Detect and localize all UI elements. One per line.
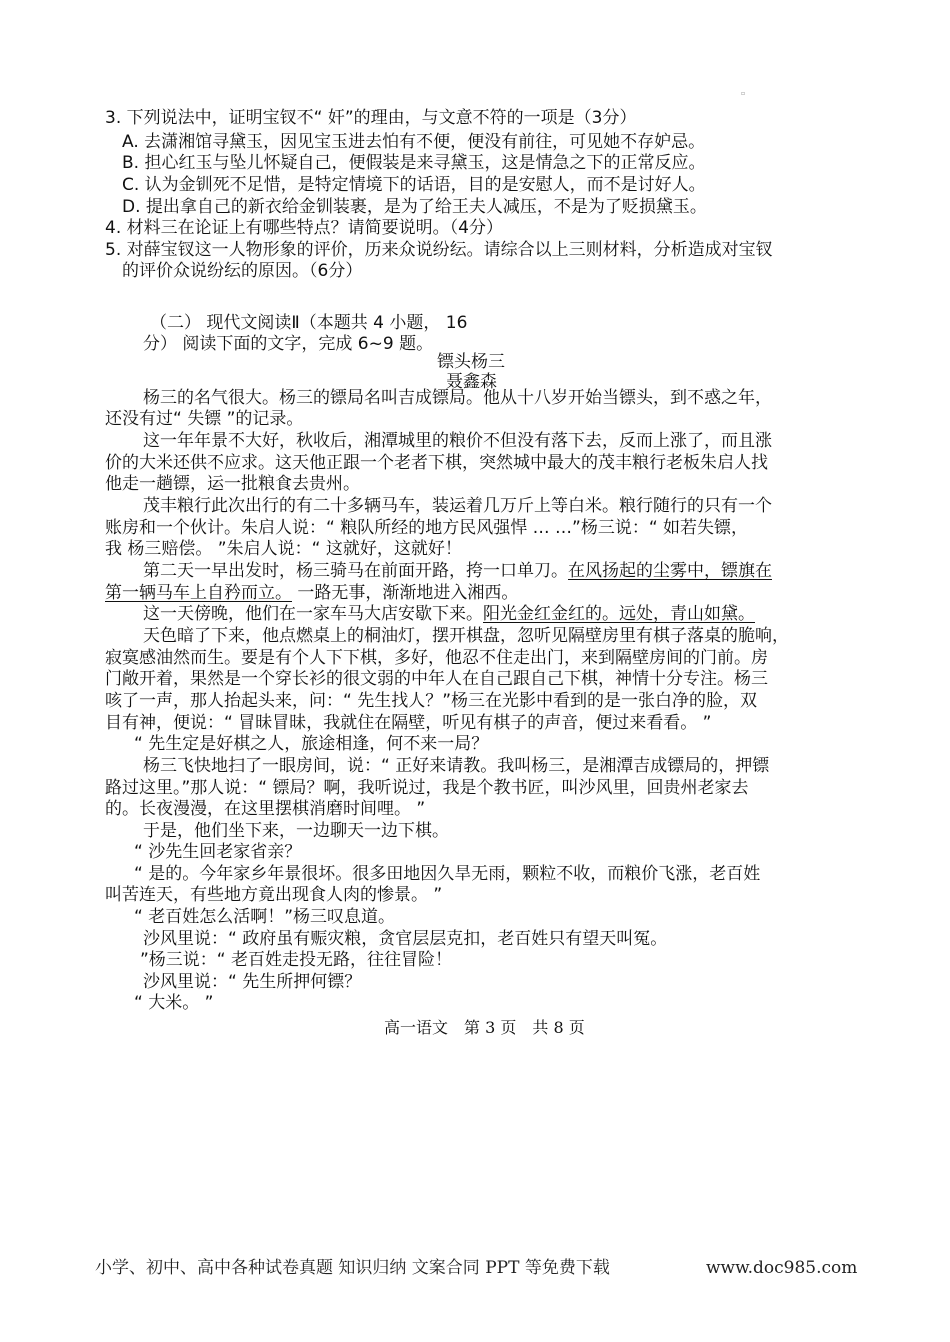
- paragraph-3-line-1: 茂丰粮行此次出行的有二十多辆马车，装运着几万斤上等白米。粮行随行的只有一个: [143, 496, 772, 516]
- paragraph-15: 沙风里说：“ 先生所押何镖？: [143, 972, 362, 992]
- bottom-banner: 小学、初中、高中各种试卷真题 知识归纳 文案合同 PPT 等免费下载: [95, 1258, 610, 1278]
- site-link[interactable]: www.doc985.com: [706, 1258, 858, 1278]
- paragraph-4-line-1: [143, 560, 772, 582]
- scan-dot: ▫: [741, 90, 746, 97]
- paragraph-13: 沙风里说：“ 政府虽有赈灾粮，贪官层层克扣，老百姓只有望天叫冤。: [143, 929, 668, 949]
- paragraph-16: “ 大米。 ”: [134, 993, 214, 1013]
- paragraph-6-line-3: 门敞开着，果然是一个穿长衫的很文弱的中年人在自己跟自己下棋，神情十分专注。杨三: [105, 669, 768, 689]
- paragraph-12: “ 老百姓怎么活啊！”杨三叹息道。: [134, 907, 396, 927]
- paragraph-4-line-2: [105, 582, 518, 604]
- underlined-sentence-1a: 在风扬起的尘雾中，镖旗在: [568, 561, 772, 581]
- story-title: 镖头杨三: [437, 352, 505, 372]
- question-3-option-d: D. 提出拿自己的新衣给金钏装裹，是为了给王夫人减压，不是为了贬损黛玉。: [122, 197, 707, 217]
- paragraph-2-line-3: 他走一趟镖，运一批粮食去贵州。: [105, 474, 360, 494]
- underlined-sentence-1b: 第一辆马车上自矜而立。: [105, 583, 292, 603]
- paragraph-2-line-2: 价的大米还供不应求。这天他正跟一个老者下棋，突然城中最大的茂丰粮行老板朱启人找: [105, 453, 768, 473]
- underlined-sentence-2: 阳光金红金红的。远处，青山如黛。: [483, 604, 755, 624]
- paragraph-6-line-4: 咳了一声，那人抬起头来，问：“ 先生找人？”杨三在光影中看到的是一张白净的脸，双: [105, 691, 758, 711]
- paragraph-4-text-end: 一路无事，渐渐地进入湘西。: [292, 583, 519, 603]
- paragraph-6-line-5: 目有神，便说：“ 冒昧冒昧，我就住在隔壁，听见有棋子的声音，便过来看看。 ”: [105, 713, 712, 733]
- paragraph-1-line-1: 杨三的名气很大。杨三的镖局名叫吉成镖局。他从十八岁开始当镖头，到不惑之年，: [143, 388, 772, 408]
- question-5-line-2: 的评价众说纷纭的原因。（6分）: [122, 261, 363, 281]
- story-author: 聂鑫森: [446, 372, 497, 392]
- question-4: 4. 材料三在论证上有哪些特点？请简要说明。（4分）: [105, 218, 503, 238]
- section-heading-line-2: 分） 阅读下面的文字，完成 6~9 题。: [143, 334, 434, 354]
- question-5-line-1: 5. 对薛宝钗这一人物形象的评价，历来众说纷纭。请综合以上三则材料，分析造成对宝钗: [105, 240, 773, 260]
- paragraph-7: “ 先生定是好棋之人，旅途相逢，何不来一局？: [134, 734, 489, 754]
- paragraph-14: ”杨三说：“ 老百姓走投无路，往往冒险！: [140, 950, 453, 970]
- paragraph-8-line-3: 的。长夜漫漫，在这里摆棋消磨时间哩。 ”: [105, 799, 426, 819]
- question-3-option-a: A. 去潇湘馆寻黛玉，因见宝玉进去怕有不便，便没有前往，可见她不存妒忌。: [122, 132, 706, 152]
- page-footer: 高一语文 第 3 页 共 8 页: [384, 1018, 585, 1037]
- paragraph-4-text: 第二天一早出发时，杨三骑马在前面开路，挎一口单刀。: [143, 561, 568, 581]
- paragraph-11-line-2: 叫苦连天，有些地方竟出现食人肉的惨景。 ”: [105, 885, 443, 905]
- paragraph-10: “ 沙先生回老家省亲？: [134, 842, 302, 862]
- question-3-option-b: B. 担心红玉与坠儿怀疑自己，便假装是来寻黛玉，这是情急之下的正常反应。: [122, 153, 706, 173]
- paragraph-6-line-1: 天色暗了下来，他点燃桌上的桐油灯，摆开棋盘，忽听见隔壁房里有棋子落桌的脆响，: [143, 626, 789, 646]
- paragraph-6-line-2: 寂寞感油然而生。要是有个人下下棋，多好，他忍不住走出门，来到隔壁房间的门前。房: [105, 648, 768, 668]
- paragraph-5: [143, 603, 755, 625]
- paragraph-1-line-2: 还没有过“ 失镖 ”的记录。: [105, 409, 304, 429]
- paragraph-3-line-3: 我 杨三赔偿。 ”朱启人说：“ 这就好，这就好！: [105, 539, 462, 559]
- paragraph-8-line-2: 路过这里。”那人说：“ 镖局？啊，我听说过，我是个教书匠，叫沙风里，回贵州老家去: [105, 778, 749, 798]
- question-3-option-c: C. 认为金钏死不足惜，是特定情境下的话语，目的是安慰人，而不是讨好人。: [122, 175, 706, 195]
- paragraph-9: 于是，他们坐下来，一边聊天一边下棋。: [143, 821, 449, 841]
- paragraph-8-line-1: 杨三飞快地扫了一眼房间，说：“ 正好来请教。我叫杨三，是湘潭吉成镖局的，押镖: [143, 756, 770, 776]
- paragraph-11-line-1: “ 是的。今年家乡年景很坏。很多田地因久旱无雨，颗粒不收，而粮价飞涨，老百姓: [134, 864, 761, 884]
- paragraph-3-line-2: 账房和一个伙计。朱启人说：“ 粮队所经的地方民风强悍 … …”杨三说：“ 如若失镖，: [105, 518, 749, 538]
- paragraph-5-text: 这一天傍晚，他们在一家车马大店安歇下来。: [143, 604, 483, 624]
- paragraph-2-line-1: 这一年年景不大好，秋收后，湘潭城里的粮价不但没有落下去，反而上涨了，而且涨: [143, 431, 772, 451]
- question-3: 3. 下列说法中，证明宝钗不“ 奸”的理由，与文意不符的一项是（3分）: [105, 108, 637, 128]
- section-heading-line-1: （二） 现代文阅读Ⅱ（本题共 4 小题， 16: [150, 313, 468, 333]
